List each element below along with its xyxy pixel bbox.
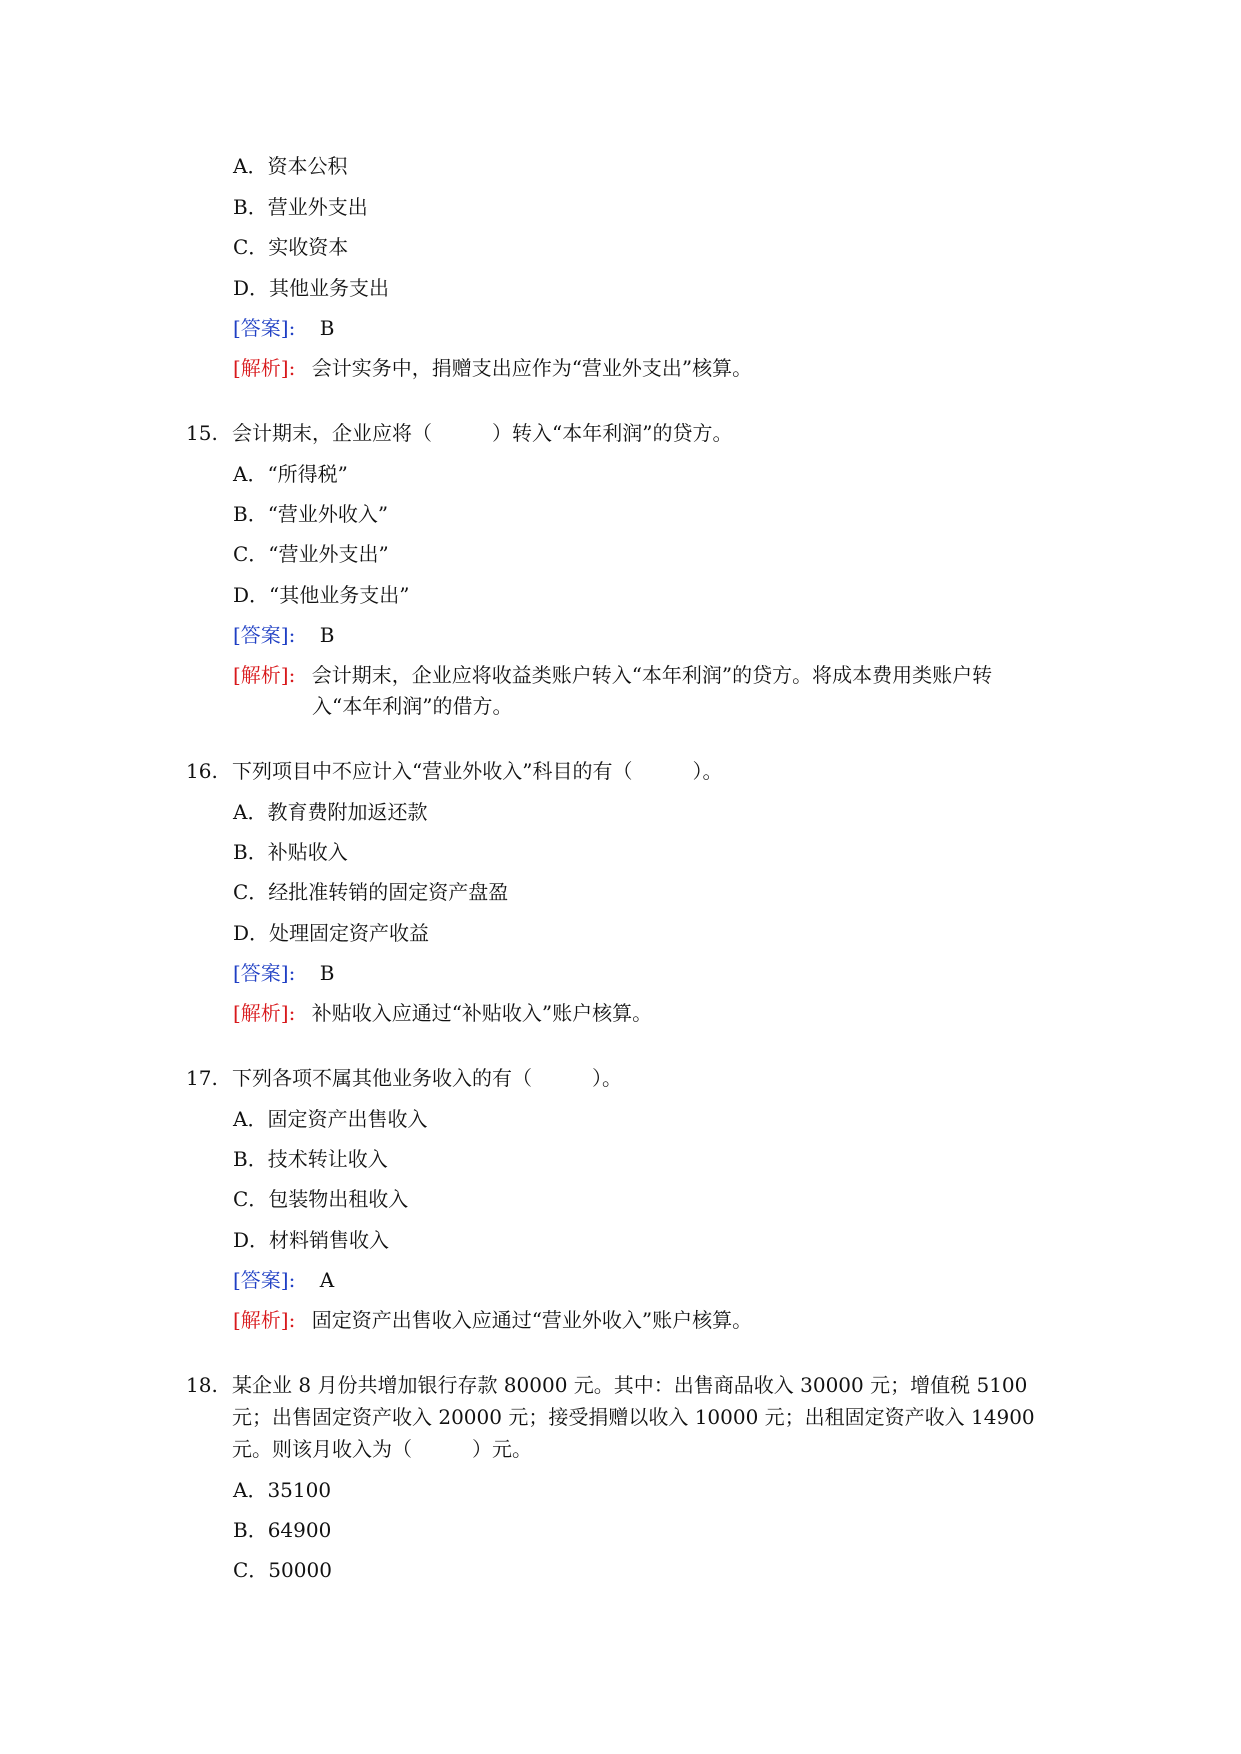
question-text: 某企业 8 月份共增加银行存款 80000 元。其中：出售商品收入 30000 元；增值税 5100 [232, 1373, 1028, 1397]
explanation-label: [解析]: [233, 1001, 296, 1025]
question-number: 18. [186, 1373, 218, 1397]
option-c: C．实收资本 [233, 235, 349, 259]
question-number: 16. [186, 759, 218, 783]
option-b: B．技术转让收入 [233, 1147, 388, 1171]
answer-label: [答案]: [233, 623, 296, 647]
explanation-line [233, 1308, 752, 1332]
explanation-label: [解析]: [233, 663, 296, 687]
option-d: D．“其他业务支出” [233, 583, 410, 607]
answer-value: B [319, 623, 335, 647]
answer-label: [答案]: [233, 961, 296, 985]
answer-value: A [319, 1268, 335, 1292]
question-text-cont: 元；出售固定资产收入 20000 元；接受捐赠以收入 10000 元；出租固定资产收入 14900 [232, 1405, 1035, 1429]
answer-value: B [319, 316, 335, 340]
explanation-line [233, 1001, 652, 1025]
option-c: C．50000 [233, 1558, 332, 1582]
option-a: A．固定资产出售收入 [233, 1107, 428, 1131]
option-a: A．资本公积 [233, 154, 348, 178]
option-d: D．处理固定资产收益 [233, 921, 430, 945]
option-a: A．“所得税” [233, 462, 348, 486]
question-text-cont: 元。则该月收入为（ ）元。 [232, 1437, 532, 1461]
question-text: 会计期末，企业应将（ ）转入“本年利润”的贷方。 [232, 421, 733, 445]
explanation-label: [解析]: [233, 356, 296, 380]
option-b: B．营业外支出 [233, 195, 368, 219]
option-b: B．64900 [233, 1518, 332, 1542]
option-c: C．包装物出租收入 [233, 1187, 409, 1211]
explanation-text: 会计期末，企业应将收益类账户转入“本年利润”的贷方。将成本费用类账户转 [311, 663, 993, 687]
explanation-label: [解析]: [233, 1308, 296, 1332]
option-c: C．经批准转销的固定资产盘盈 [233, 880, 509, 904]
answer-line [233, 961, 334, 985]
explanation-text: 固定资产出售收入应通过“营业外收入”账户核算。 [311, 1308, 753, 1332]
option-d: D．其他业务支出 [233, 276, 390, 300]
answer-line [233, 1268, 334, 1292]
option-c: C．“营业外支出” [233, 542, 389, 566]
answer-line [233, 623, 334, 647]
question-text: 下列项目中不应计入“营业外收入”科目的有（ ）。 [232, 759, 723, 783]
explanation-line [233, 356, 752, 380]
question-text: 下列各项不属其他业务收入的有（ ）。 [232, 1066, 622, 1090]
answer-label: [答案]: [233, 316, 296, 340]
explanation-text: 会计实务中，捐赠支出应作为“营业外支出”核算。 [311, 356, 753, 380]
option-b: B．补贴收入 [233, 840, 348, 864]
question-number: 15. [186, 421, 218, 445]
explanation-line [233, 663, 992, 687]
option-d: D．材料销售收入 [233, 1228, 390, 1252]
option-a: A．35100 [233, 1478, 332, 1502]
answer-line [233, 316, 334, 340]
answer-value: B [319, 961, 335, 985]
explanation-text: 补贴收入应通过“补贴收入”账户核算。 [311, 1001, 653, 1025]
option-a: A．教育费附加返还款 [233, 800, 428, 824]
option-b: B．“营业外收入” [233, 502, 389, 526]
explanation-text-cont: 入“本年利润”的借方。 [312, 694, 513, 718]
answer-label: [答案]: [233, 1268, 296, 1292]
question-number: 17. [186, 1066, 218, 1090]
